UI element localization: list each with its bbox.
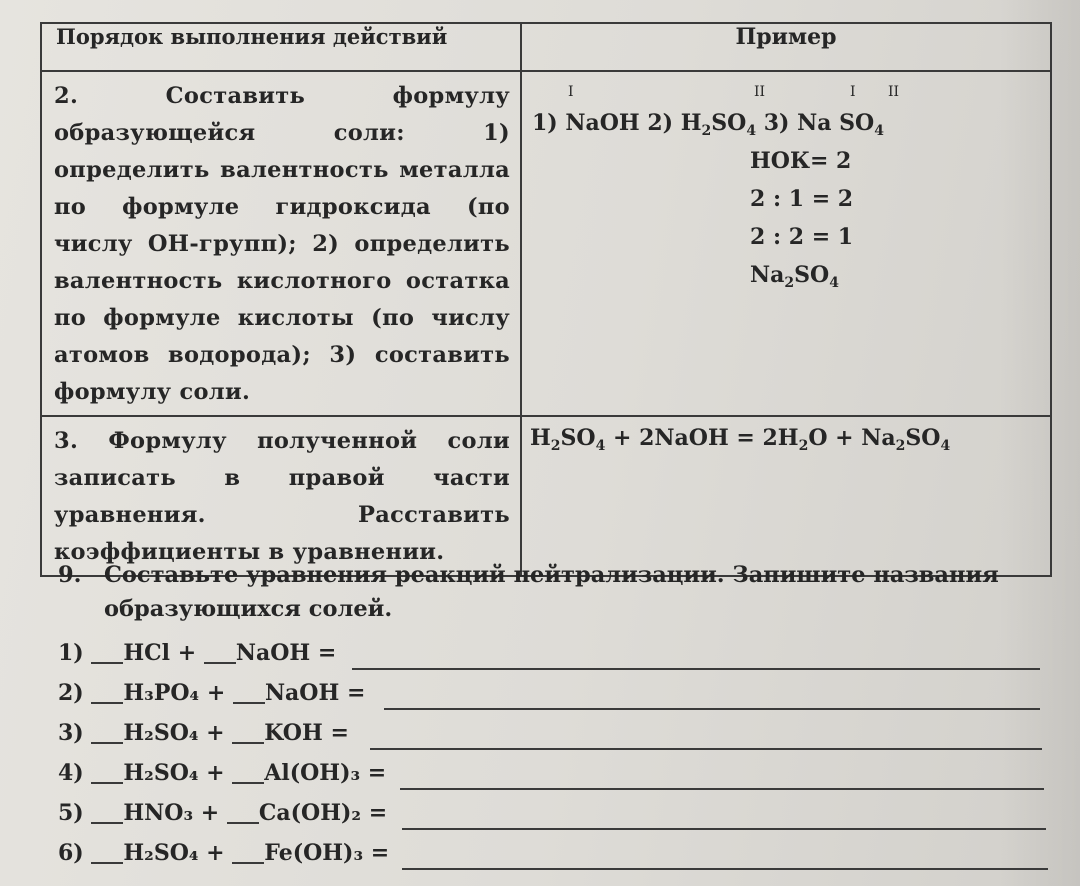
answer-line-4[interactable]: [400, 788, 1044, 790]
answer-line-1[interactable]: [352, 668, 1040, 670]
nok-line: НОК= 2: [750, 148, 852, 174]
step-3-example: [521, 416, 1051, 576]
coefficient-blank[interactable]: [232, 762, 264, 784]
answer-line-5[interactable]: [402, 828, 1046, 830]
answer-line-6[interactable]: [402, 868, 1048, 870]
header-example: Пример: [521, 23, 1051, 71]
table-row: [41, 416, 1051, 576]
coefficient-blank[interactable]: [91, 642, 123, 664]
equation-5: 5) HNO₃ + Ca(OH)₂ =: [58, 800, 388, 826]
equation-1: 1) HCl + NaOH =: [58, 640, 337, 666]
valence-so4: II: [888, 84, 900, 100]
coefficient-blank[interactable]: [232, 842, 264, 864]
equation-4: 4) H₂SO₄ + Al(OH)₃ =: [58, 760, 387, 786]
equation-3: 3) H₂SO₄ + KOH =: [58, 720, 349, 746]
calc-line-2: 2 : 2 = 1: [750, 224, 854, 250]
table-header-row: [41, 23, 1051, 71]
equation-2: 2) H₃PO₄ + NaOH =: [58, 680, 366, 706]
procedure-table: [40, 22, 1052, 577]
calc-line-1: 2 : 1 = 2: [750, 186, 854, 212]
coefficient-blank[interactable]: [91, 762, 123, 784]
task-number: 9.: [58, 562, 82, 588]
coefficient-blank[interactable]: [91, 802, 123, 824]
valence-na: I: [850, 84, 856, 100]
coefficient-blank[interactable]: [227, 802, 259, 824]
header-steps: Порядок выполнения действий: [41, 23, 521, 71]
formulas-line: 1) NaOH 2) $H_2SO_4$ 3) Na $SO_4$: [532, 110, 884, 139]
task-text: Составьте уравнения реакций нейтрализации. Запишите названия образующихся солей.: [104, 562, 999, 622]
equation-6: 6) H₂SO₄ + Fe(OH)₃ =: [58, 840, 390, 866]
step-2-example: [521, 71, 1051, 416]
coefficient-blank[interactable]: [91, 842, 123, 864]
coefficient-blank[interactable]: [232, 722, 264, 744]
step-3-description: 3. Формулу полученной соли записать в правой части уравнения. Расставить коэффициенты в уравнении.: [41, 416, 521, 576]
coefficient-blank[interactable]: [204, 642, 236, 664]
answer-line-3[interactable]: [370, 748, 1042, 750]
coefficient-blank[interactable]: [233, 682, 265, 704]
neutralization-equation: $H_2SO_4$ + 2NaOH = $2H_2O + Na_2SO_4$: [530, 425, 951, 454]
valence-h2so4: II: [754, 84, 766, 100]
valence-naoh: I: [568, 84, 574, 100]
coefficient-blank[interactable]: [91, 682, 123, 704]
step-2-description: 2. Составить формулу образующейся соли: 1) определить валентность металла по формуле гидроксида (по числу ОН-групп); 2) определить валентность кислотного остатка по формуле кислоты (по числу атомов водорода); 3) составить формулу соли.: [41, 71, 521, 416]
coefficient-blank[interactable]: [91, 722, 123, 744]
salt-formula: $Na_2SO_4$: [750, 262, 839, 291]
answer-line-2[interactable]: [384, 708, 1040, 710]
table-row: [41, 71, 1051, 416]
task-9: [58, 558, 1058, 626]
